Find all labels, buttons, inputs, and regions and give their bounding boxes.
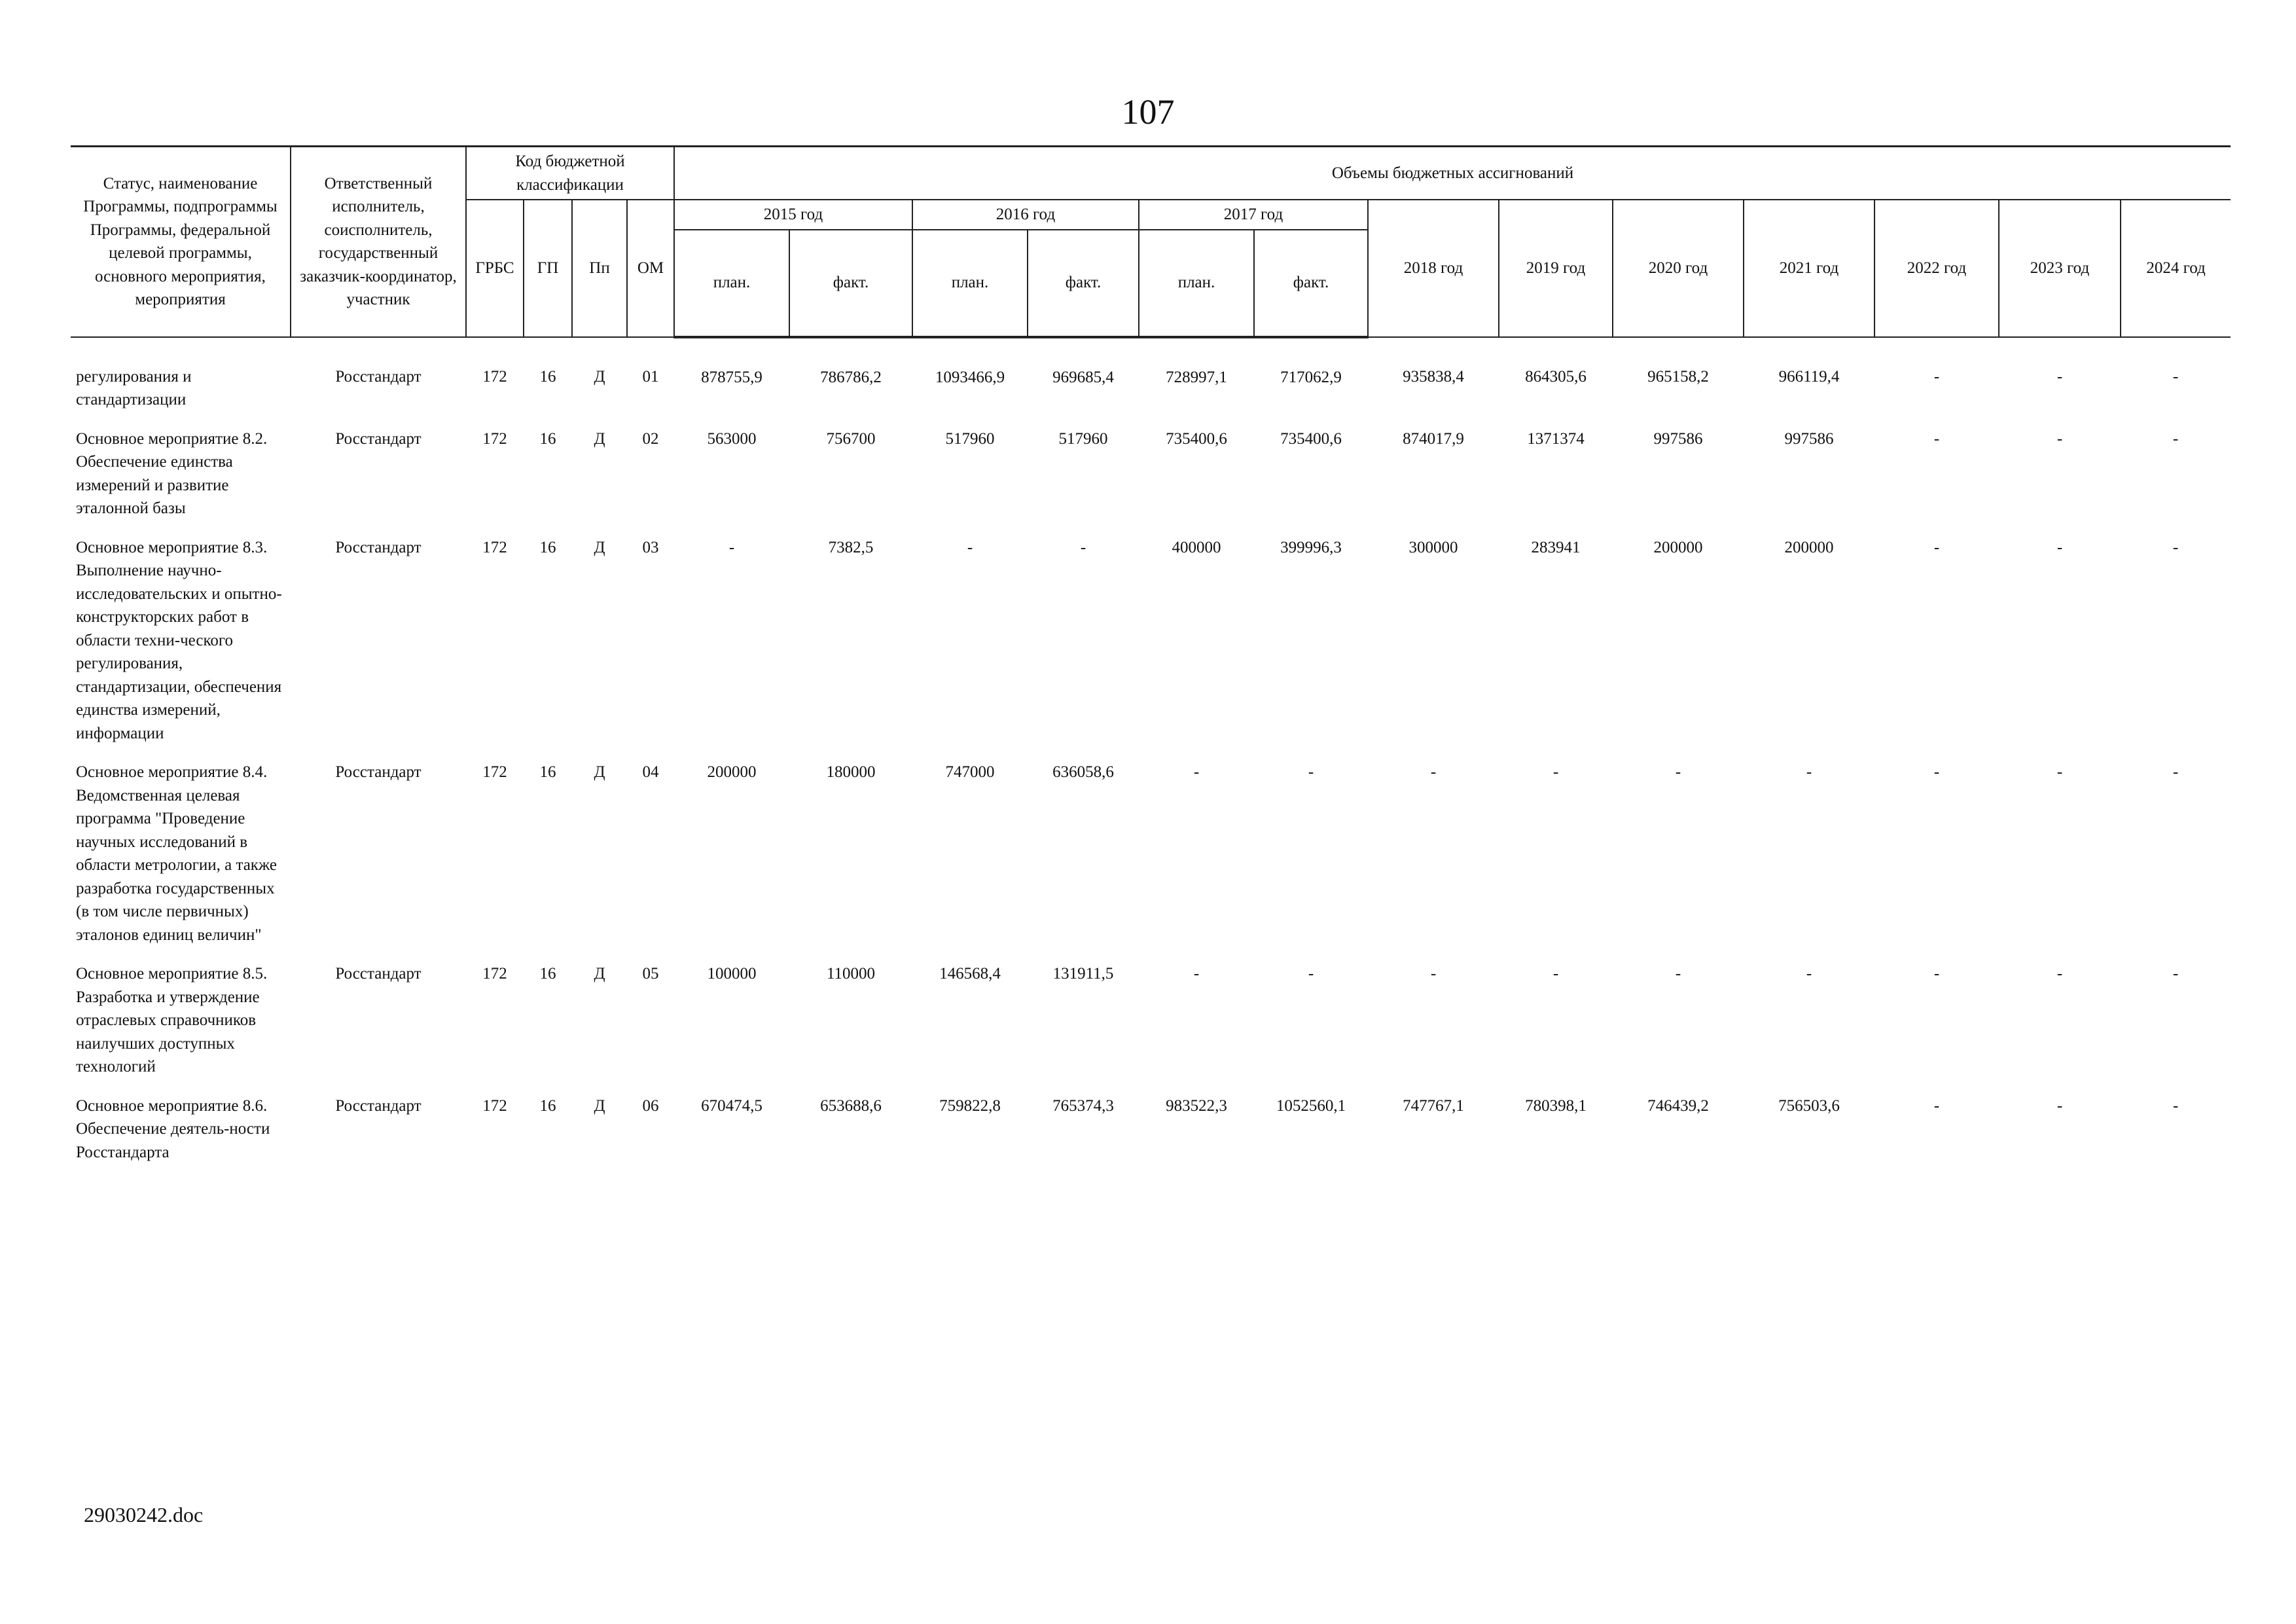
value-cell: 735400,6 xyxy=(1166,429,1227,448)
value-cell: 100000 xyxy=(707,965,757,983)
value-cell: 747767,1 xyxy=(1403,1096,1464,1115)
header-year-2023: 2023 год xyxy=(1999,200,2121,337)
value-cell: - xyxy=(2172,538,2179,556)
table-row xyxy=(71,1091,2231,1176)
value-cell: - xyxy=(1806,965,1812,983)
row-pp: Д xyxy=(594,965,605,983)
value-cell: 110000 xyxy=(826,965,876,983)
value-cell: 653688,6 xyxy=(820,1096,882,1115)
header-year-2016: 2016 год xyxy=(912,200,1139,230)
value-cell: - xyxy=(1308,965,1314,983)
row-om: 05 xyxy=(642,965,659,983)
row-om: 03 xyxy=(642,538,659,556)
value-cell: 864305,6 xyxy=(1525,367,1587,386)
header-year-2019: 2019 год xyxy=(1499,200,1613,337)
row-grbs: 172 xyxy=(482,367,507,386)
value-cell: 935838,4 xyxy=(1403,367,1464,386)
row-gp: 16 xyxy=(539,763,556,781)
value-cell: - xyxy=(1308,763,1314,781)
value-cell: - xyxy=(1933,965,1940,983)
value-cell: 965158,2 xyxy=(1647,367,1709,386)
value-cell: 131911,5 xyxy=(1052,965,1114,983)
row-grbs: 172 xyxy=(482,538,507,556)
value-cell: - xyxy=(2056,965,2063,983)
value-cell: 717062,9 xyxy=(1280,368,1342,386)
header-year-2021: 2021 год xyxy=(1744,200,1874,337)
value-cell: - xyxy=(2056,538,2063,556)
value-cell: - xyxy=(1675,965,1681,983)
value-cell: - xyxy=(2056,429,2063,448)
value-cell: 200000 xyxy=(1784,538,1834,556)
table-row xyxy=(71,757,2231,958)
value-cell: - xyxy=(1080,538,1086,556)
row-om: 04 xyxy=(642,763,659,781)
row-grbs: 172 xyxy=(482,763,507,781)
header-plan-2015: план. xyxy=(674,230,789,337)
value-cell: 1052560,1 xyxy=(1276,1096,1346,1115)
value-cell: - xyxy=(1933,538,1940,556)
header-gp: ГП xyxy=(524,200,572,337)
row-executor: Росстандарт xyxy=(335,763,422,781)
value-cell: 180000 xyxy=(826,763,876,781)
value-cell: 997586 xyxy=(1784,429,1834,448)
value-cell: - xyxy=(2056,763,2063,781)
row-gp: 16 xyxy=(539,965,556,983)
header-volumes-group: Объемы бюджетных ассигнований xyxy=(674,147,2231,200)
value-cell: - xyxy=(2056,1096,2063,1115)
value-cell: 878755,9 xyxy=(701,368,762,386)
header-status: Статус, наименование Программы, подпрограммы Программы, федеральной целевой программы, основного мероприятия, мероприятия xyxy=(71,147,291,337)
row-om: 02 xyxy=(642,429,659,448)
value-cell: - xyxy=(1933,429,1940,448)
value-cell: 969685,4 xyxy=(1052,368,1114,386)
row-om: 06 xyxy=(642,1096,659,1115)
header-fact-2016: факт. xyxy=(1028,230,1139,337)
header-pp: Пп xyxy=(572,200,627,337)
value-cell: 874017,9 xyxy=(1403,429,1464,448)
page-number: 107 xyxy=(1121,92,1175,132)
table-row xyxy=(71,532,2231,757)
value-cell: 200000 xyxy=(707,763,757,781)
header-plan-2016: план. xyxy=(912,230,1028,337)
value-cell: 759822,8 xyxy=(939,1096,1001,1115)
row-name: Основное мероприятие 8.5. Разработка и утверждение отраслевых справочников наилучших доступных технологий xyxy=(76,965,268,1075)
header-year-2020: 2020 год xyxy=(1613,200,1744,337)
header-fact-2017: факт. xyxy=(1254,230,1368,337)
value-cell: - xyxy=(1430,763,1437,781)
header-om: ОМ xyxy=(627,200,674,337)
row-name: регулирования и стандартизации xyxy=(76,367,192,408)
header-year-2015: 2015 год xyxy=(674,200,912,230)
row-pp: Д xyxy=(594,1096,605,1115)
value-cell: 756700 xyxy=(826,429,876,448)
value-cell: 765374,3 xyxy=(1052,1096,1114,1115)
value-cell: 966119,4 xyxy=(1778,367,1840,386)
row-gp: 16 xyxy=(539,1096,556,1115)
value-cell: 283941 xyxy=(1531,538,1581,556)
value-cell: 997586 xyxy=(1653,429,1703,448)
row-name: Основное мероприятие 8.6. Обеспечение деятель-ности Росстандарта xyxy=(76,1096,270,1161)
value-cell: - xyxy=(1430,965,1437,983)
value-cell: - xyxy=(2172,1096,2179,1115)
row-gp: 16 xyxy=(539,538,556,556)
value-cell: 780398,1 xyxy=(1525,1096,1587,1115)
value-cell: 563000 xyxy=(707,429,757,448)
row-executor: Росстандарт xyxy=(335,429,422,448)
value-cell: 786786,2 xyxy=(820,368,882,386)
value-cell: 517960 xyxy=(1058,429,1108,448)
value-cell: - xyxy=(1933,1096,1940,1115)
value-cell: - xyxy=(728,538,735,556)
row-grbs: 172 xyxy=(482,965,507,983)
footer-filename: 29030242.doc xyxy=(84,1503,204,1526)
value-cell: 756503,6 xyxy=(1778,1096,1840,1115)
value-cell: - xyxy=(2172,965,2179,983)
header-grbs: ГРБС xyxy=(466,200,524,337)
header-fact-2015: факт. xyxy=(789,230,912,337)
value-cell: 746439,2 xyxy=(1647,1096,1709,1115)
value-cell: 300000 xyxy=(1408,538,1458,556)
value-cell: 1371374 xyxy=(1527,429,1585,448)
header-year-2017: 2017 год xyxy=(1139,200,1368,230)
header-year-2018: 2018 год xyxy=(1368,200,1499,337)
value-cell: - xyxy=(2172,429,2179,448)
row-pp: Д xyxy=(594,763,605,781)
value-cell: - xyxy=(2172,367,2179,386)
value-cell: 146568,4 xyxy=(939,965,1001,983)
value-cell: 747000 xyxy=(945,763,995,781)
value-cell: - xyxy=(1675,763,1681,781)
value-cell: 200000 xyxy=(1653,538,1703,556)
value-cell: 517960 xyxy=(945,429,995,448)
row-om: 01 xyxy=(642,367,659,386)
value-cell: - xyxy=(2172,763,2179,781)
row-pp: Д xyxy=(594,429,605,448)
value-cell: 399996,3 xyxy=(1280,538,1342,556)
row-executor: Росстандарт xyxy=(335,538,422,556)
header-code-group: Код бюджетной классификации xyxy=(466,147,674,200)
row-gp: 16 xyxy=(539,367,556,386)
row-grbs: 172 xyxy=(482,429,507,448)
header-executor: Ответственный исполнитель, соисполнитель, государственный заказчик-координатор, участник xyxy=(291,147,466,337)
row-gp: 16 xyxy=(539,429,556,448)
value-cell: 636058,6 xyxy=(1052,763,1114,781)
row-executor: Росстандарт xyxy=(335,1096,422,1115)
row-pp: Д xyxy=(594,367,605,386)
row-pp: Д xyxy=(594,538,605,556)
row-executor: Росстандарт xyxy=(335,367,422,386)
header-year-2024: 2024 год xyxy=(2121,200,2231,337)
table-row xyxy=(71,337,2231,424)
value-cell: - xyxy=(1933,763,1940,781)
table-row xyxy=(71,424,2231,532)
table-row xyxy=(71,958,2231,1091)
value-cell: - xyxy=(1806,763,1812,781)
row-name: Основное мероприятие 8.2. Обеспечение единства измерений и развитие эталонной базы xyxy=(76,429,268,517)
value-cell: - xyxy=(1552,965,1559,983)
value-cell: 670474,5 xyxy=(701,1096,762,1115)
value-cell: - xyxy=(1552,763,1559,781)
row-name: Основное мероприятие 8.4. Ведомственная целевая программа "Проведение научных исследований в области метрологии, а также разработка государственных (в том числе первичных) эталонов единиц величин" xyxy=(76,763,277,944)
value-cell: - xyxy=(967,538,973,556)
row-name: Основное мероприятие 8.3. Выполнение научно-исследовательских и опытно-конструкторских работ в области техни-ческого регулирования, стандартизации, обеспечения единства измерений, информации xyxy=(76,538,282,742)
value-cell: 735400,6 xyxy=(1280,429,1342,448)
header-plan-2017: план. xyxy=(1139,230,1254,337)
value-cell: - xyxy=(2056,367,2063,386)
header-year-2022: 2022 год xyxy=(1874,200,1999,337)
value-cell: 7382,5 xyxy=(828,538,874,556)
row-executor: Росстандарт xyxy=(335,965,422,983)
value-cell: - xyxy=(1933,367,1940,386)
value-cell: - xyxy=(1193,965,1200,983)
value-cell: 1093466,9 xyxy=(935,368,1005,386)
row-grbs: 172 xyxy=(482,1096,507,1115)
value-cell: 728997,1 xyxy=(1166,368,1227,386)
value-cell: 983522,3 xyxy=(1166,1096,1227,1115)
value-cell: - xyxy=(1193,763,1200,781)
value-cell: 400000 xyxy=(1172,538,1221,556)
budget-table xyxy=(71,145,2231,1176)
